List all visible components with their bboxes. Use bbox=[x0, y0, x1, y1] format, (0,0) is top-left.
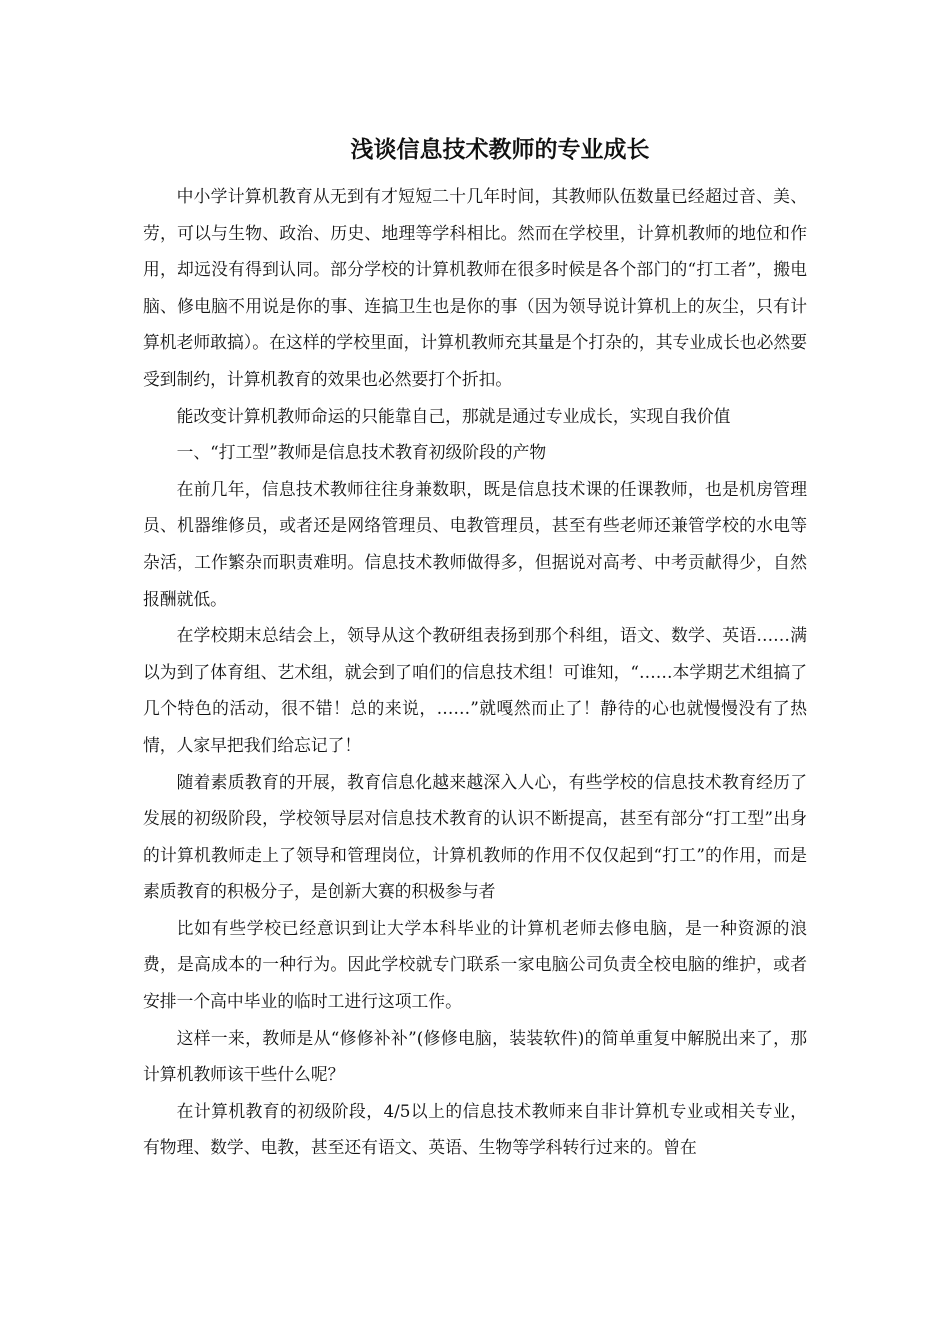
paragraph: 能改变计算机教师命运的只能靠自己，那就是通过专业成长，实现自我价值 bbox=[176, 405, 731, 426]
document-body bbox=[143, 178, 807, 1166]
paragraph: 中小学计算机教育从无到有才短短二十几年时间，其教师队伍数量已经超过音、美、劳，可以与生物、政治、历史、地理等学科相比。然而在学校里，计算机教师的地位和作用，却远没有得到认同。部分学校的计算机教师在很多时候是各个部门的“打工者”，搬电脑、修电脑不用说是你的事、连搞卫生也是你的事（因为领导说计算机上的灰尘，只有计算机老师敢搞）。在这样的学校里面，计算机教师充其量是个打杂的，其专业成长也必然要受到制约，计算机教育的效果也必然要打个折扣。 bbox=[143, 186, 807, 389]
section-heading: 一、“打工型”教师是信息技术教育初级阶段的产物 bbox=[176, 442, 547, 463]
paragraph: 在计算机教育的初级阶段，4/5以上的信息技术教师来自非计算机专业或相关专业，有物理、数学、电教，甚至还有语文、英语、生物等学科转行过来的。曾在 bbox=[143, 1100, 807, 1158]
paragraph: 随着素质教育的开展，教育信息化越来越深入人心，有些学校的信息技术教育经历了发展的初级阶段，学校领导层对信息技术教育的认识不断提高，甚至有部分“打工型”出身的计算机教师走上了领导和管理岗位，计算机教师的作用不仅仅起到“打工”的作用，而是素质教育的积极分子，是创新大赛的积极参与者 bbox=[143, 771, 807, 902]
paragraph: 在前几年，信息技术教师往往身兼数职，既是信息技术课的任课教师，也是机房管理员、机器维修员，或者还是网络管理员、电教管理员，甚至有些老师还兼管学校的水电等杂活，工作繁杂而职责难明。信息技术教师做得多，但据说对高考、中考贡献得少，自然报酬就低。 bbox=[143, 478, 807, 609]
paragraph: 这样一来，教师是从“修修补补”(修修电脑，装装软件)的简单重复中解脱出来了，那计算机教师该干些什么呢？ bbox=[143, 1027, 807, 1085]
paragraph: 比如有些学校已经意识到让大学本科毕业的计算机老师去修电脑，是一种资源的浪费，是高成本的一种行为。因此学校就专门联系一家电脑公司负责全校电脑的维护，或者安排一个高中毕业的临时工进行这项工作。 bbox=[143, 917, 807, 1012]
document-title: 浅谈信息技术教师的专业成长 bbox=[350, 136, 650, 163]
paragraph: 在学校期末总结会上，领导从这个教研组表扬到那个科组，语文、数学、英语……满以为到了体育组、艺术组，就会到了咱们的信息技术组！可谁知，“……本学期艺术组搞了几个特色的活动，很不错！总的来说，……”就嘎然而止了！静待的心也就慢慢没有了热情，人家早把我们给忘记了！ bbox=[143, 625, 807, 755]
